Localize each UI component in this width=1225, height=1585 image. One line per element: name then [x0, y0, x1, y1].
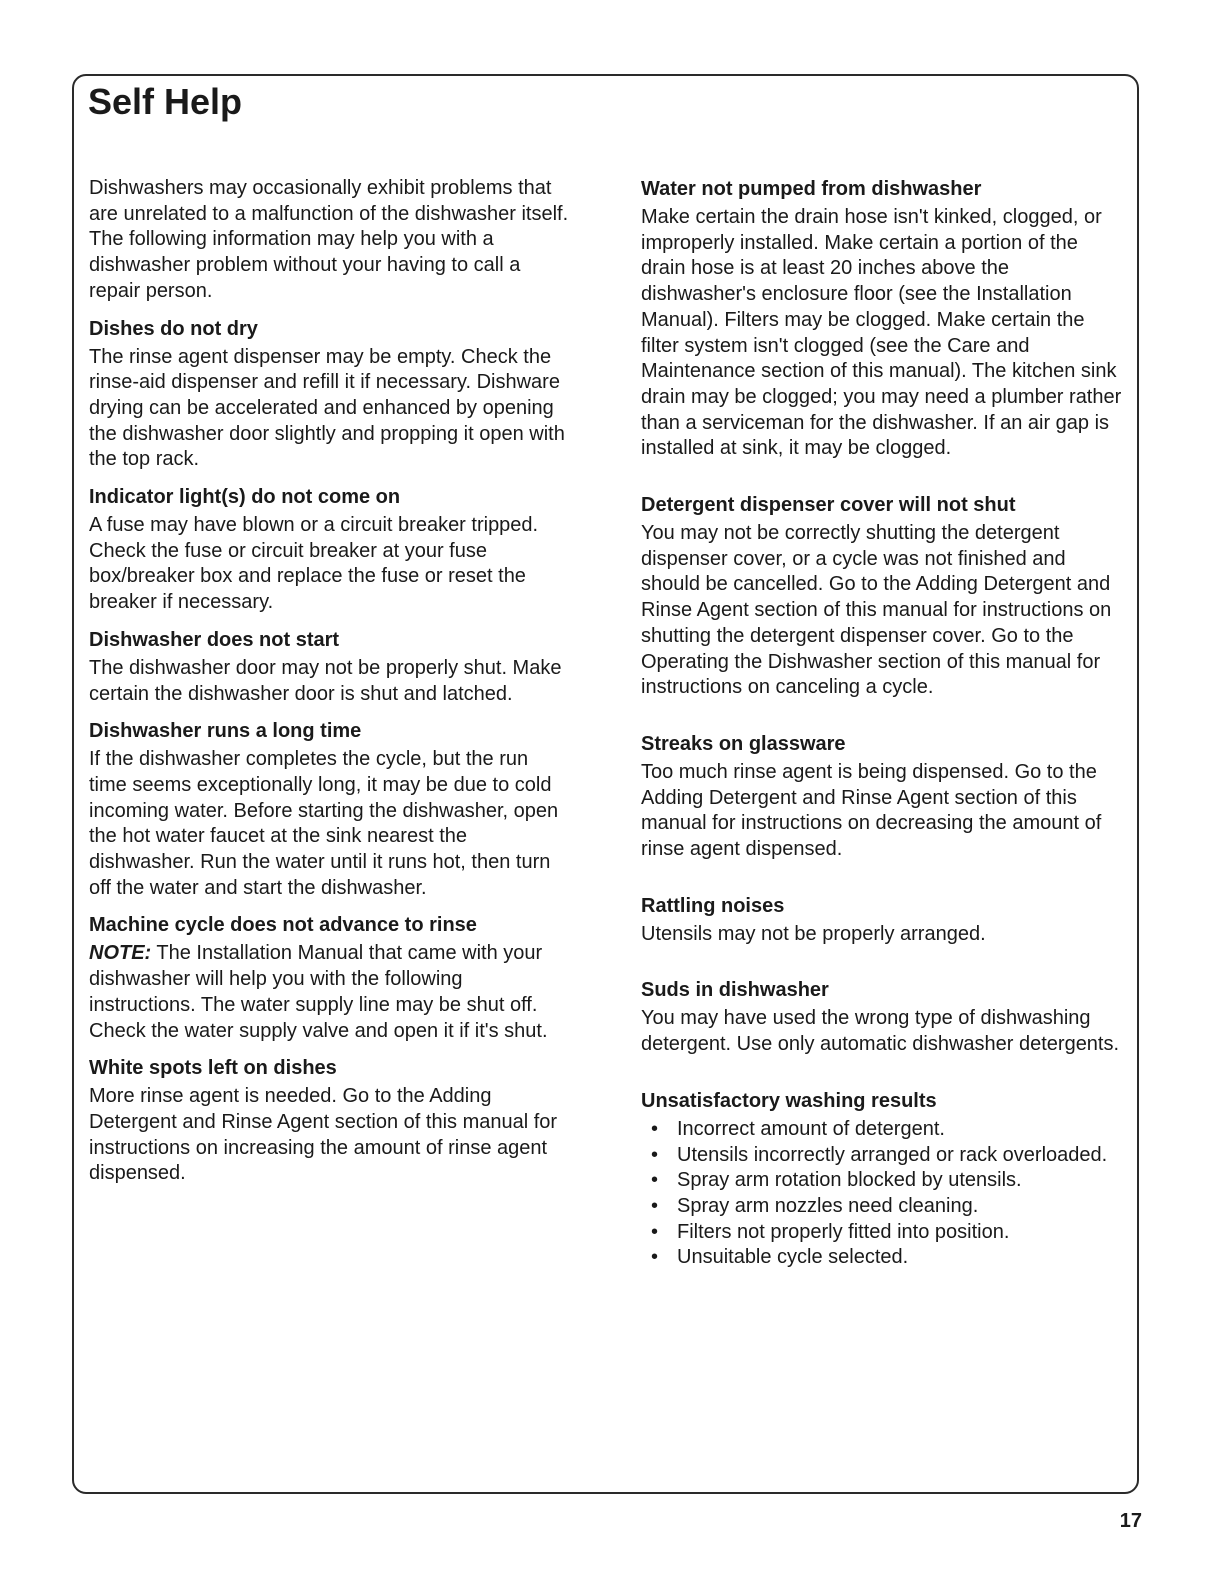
right-column — [641, 176, 1126, 1271]
section-heading: Indicator light(s) do not come on — [89, 486, 401, 509]
section-body: You may not be correctly shutting the detergent dispenser cover, or a cycle was not finished and should be cancelled. Go to the Adding Detergent and Rinse Agent section of this manual for instructions on shutting the detergent dispenser cover. Go to the Operating the Dishwasher section of this manual for instructions on canceling a cycle. — [641, 522, 1112, 699]
list-item: • Spray arm rotation blocked by utensils. — [641, 1168, 1126, 1194]
list-item: • Utensils incorrectly arranged or rack overloaded. — [641, 1143, 1126, 1169]
list-item: • Incorrect amount of detergent. — [641, 1117, 1126, 1143]
list-item: • Spray arm nozzles need cleaning. — [641, 1194, 1126, 1220]
section-body: A fuse may have blown or a circuit breaker tripped. Check the fuse or circuit breaker at your fuse box/breaker box and replace the fuse or reset the breaker if necessary. — [89, 514, 539, 614]
page-title: Self Help — [88, 81, 243, 122]
section-heading: Rattling noises — [641, 894, 785, 917]
section-heading: Machine cycle does not advance to rinse — [89, 914, 477, 937]
section-body: More rinse agent is needed. Go to the Adding Detergent and Rinse Agent section of this manual for instructions on increasing the amount of rinse agent dispensed. — [89, 1085, 558, 1185]
section-does-not-start — [89, 627, 571, 707]
section-body: Too much rinse agent is being dispensed. Go to the Adding Detergent and Rinse Agent section of this manual for instructions on decreasing the amount of rinse agent dispensed. — [641, 760, 1102, 861]
section-body: The dishwasher door may not be properly shut. Make certain the dishwasher door is shut and latched. — [89, 656, 562, 705]
note-label: NOTE: — [89, 942, 152, 965]
note-text: The Installation Manual that came with your dishwasher will help you with the following instructions. The water supply line may be shut off. Check the water supply valve and open it if it's shut. — [89, 942, 548, 1042]
section-suds — [641, 977, 1126, 1057]
list-item: • Unsuitable cycle selected. — [641, 1245, 1126, 1271]
section-detergent-cover — [641, 492, 1126, 701]
section-heading: White spots left on dishes — [89, 1057, 337, 1080]
section-heading: Streaks on glassware — [641, 732, 846, 755]
section-body: You may have used the wrong type of dishwashing detergent. Use only automatic dishwasher detergents. — [641, 1007, 1120, 1056]
section-white-spots — [89, 1055, 571, 1187]
section-body: If the dishwasher completes the cycle, but the run time seems exceptionally long, it may be due to cold incoming water. Before starting the dishwasher, open the hot water faucet at the sink nearest the dishwasher. Run the water until it runs hot, then turn off the water and start the dishwasher. — [89, 748, 559, 899]
section-body: Utensils may not be properly arranged. — [641, 922, 986, 945]
intro-paragraph: Dishwashers may occasionally exhibit problems that are unrelated to a malfunction of the dishwasher itself. The following information may help you with a dishwasher problem without your having to call a repair person. — [89, 177, 569, 302]
section-heading: Dishwasher runs a long time — [89, 720, 362, 743]
left-column — [89, 176, 571, 1187]
list-item: • Filters not properly fitted into position. — [641, 1220, 1126, 1246]
section-cycle-not-advance — [89, 912, 571, 1044]
section-body — [89, 941, 571, 1044]
section-heading: Water not pumped from dishwasher — [641, 178, 982, 200]
section-heading: Dishwasher does not start — [89, 628, 340, 651]
section-body: The rinse agent dispenser may be empty. Check the rinse-aid dispenser and refill it if necessary. Dishware drying can be accelerated and enhanced by opening the dishwasher door slightly and propping it open with the top rack. — [89, 345, 565, 471]
section-indicator-lights — [89, 484, 571, 616]
section-water-not-pumped — [641, 176, 1126, 462]
section-heading: Suds in dishwasher — [641, 979, 829, 1002]
section-rattling-noises — [641, 893, 1126, 948]
page-number: 17 — [1119, 1510, 1142, 1532]
section-heading: Unsatisfactory washing results — [641, 1089, 937, 1112]
section-unsatisfactory-results — [641, 1088, 1126, 1271]
section-dishes-do-not-dry — [89, 316, 571, 474]
section-runs-long-time — [89, 718, 571, 901]
section-streaks-glassware — [641, 731, 1126, 863]
section-body: Make certain the drain hose isn't kinked, clogged, or improperly installed. Make certain a portion of the drain hose is at least 20 inches above the dishwasher's enclosure floor (see the Installation Manual). Filters may be clogged. Make certain the filter system isn't clogged (see the Care and Maintenance section of this manual). The kitchen sink drain may be clogged; you may need a plumber rather than a serviceman for the dishwasher. If an air gap is installed at sink, it may be clogged. — [641, 206, 1122, 460]
bullet-list — [641, 1117, 1126, 1271]
section-heading: Dishes do not dry — [89, 317, 258, 340]
section-heading: Detergent dispenser cover will not shut — [641, 494, 1016, 517]
